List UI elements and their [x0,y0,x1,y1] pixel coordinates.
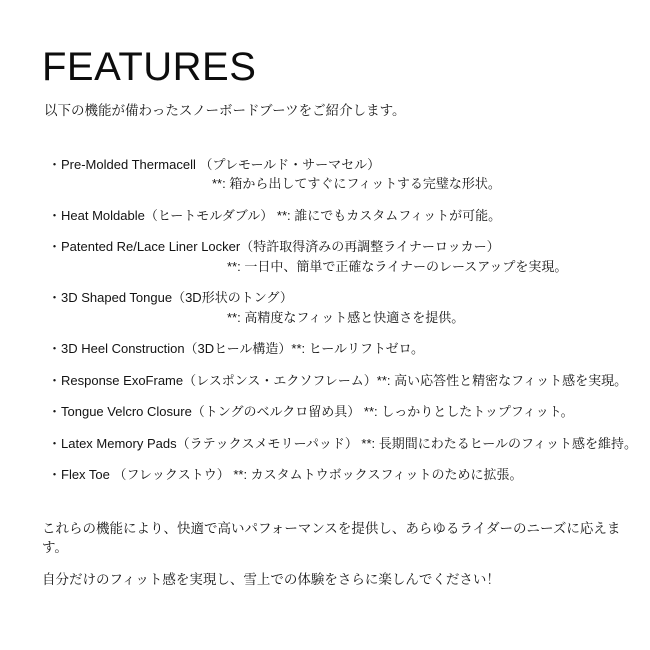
list-item [42,339,622,359]
feature-lead: ・3D Heel Construction（3Dヒール構造）**: ヒールリフトゼロ。 [48,341,425,357]
outro-paragraph-1: これらの機能により、快適で高いパフォーマンスを提供し、あらゆるライダーのニーズに応えます。 [42,520,621,556]
feature-detail: **: 高精度なフィット感と快適さを提供。 [227,309,465,325]
list-item [42,465,622,485]
feature-lead: ・Heat Moldable（ヒートモルダブル） **: 誰にでもカスタムフィットが可能。 [48,207,502,223]
list-item [42,434,637,454]
outro-paragraph-2: 自分だけのフィット感を実現し、雪上での体験をさらに楽しんでください！ [42,572,500,588]
feature-lead: ・Tongue Velcro Closure（トングのベルクロ留め具） **: しっかりとしたトップフィット。 [48,404,574,420]
feature-lead: ・3D Shaped Tongue（3D形状のトング） [48,290,293,306]
feature-lead: ・Flex Toe （フレックストウ） **: カスタムトウボックスフィットのために拡張。 [48,467,523,483]
list-item [42,371,628,391]
feature-lead: ・Pre-Molded Thermacell （プレモールド・サーマセル） [48,156,381,172]
feature-detail: **: 箱から出してすぐにフィットする完璧な形状。 [212,176,501,192]
list-item [42,155,622,194]
page-title: FEATURES [42,45,257,89]
list-item [42,206,622,226]
outro-section [42,519,622,590]
features-list [42,155,637,485]
feature-lead: ・Latex Memory Pads（ラテックスメモリーパッド） **: 長期間にわたるヒールのフィット感を維持。 [48,435,637,451]
feature-detail: **: 一日中、簡単で正確なライナーのレースアップを実現。 [227,258,568,274]
feature-lead: ・Response ExoFrame（レスポンス・エクソフレーム）**: 高い応答性と精密なフィット感を実現。 [48,372,628,388]
intro-paragraph: 以下の機能が備わったスノーボードブーツをご紹介します。 [44,103,406,118]
list-item [42,402,622,422]
list-item [42,288,622,327]
list-item [42,237,622,276]
feature-lead: ・Patented Re/Lace Liner Locker（特許取得済みの再調整ライナーロッカー） [48,239,500,255]
